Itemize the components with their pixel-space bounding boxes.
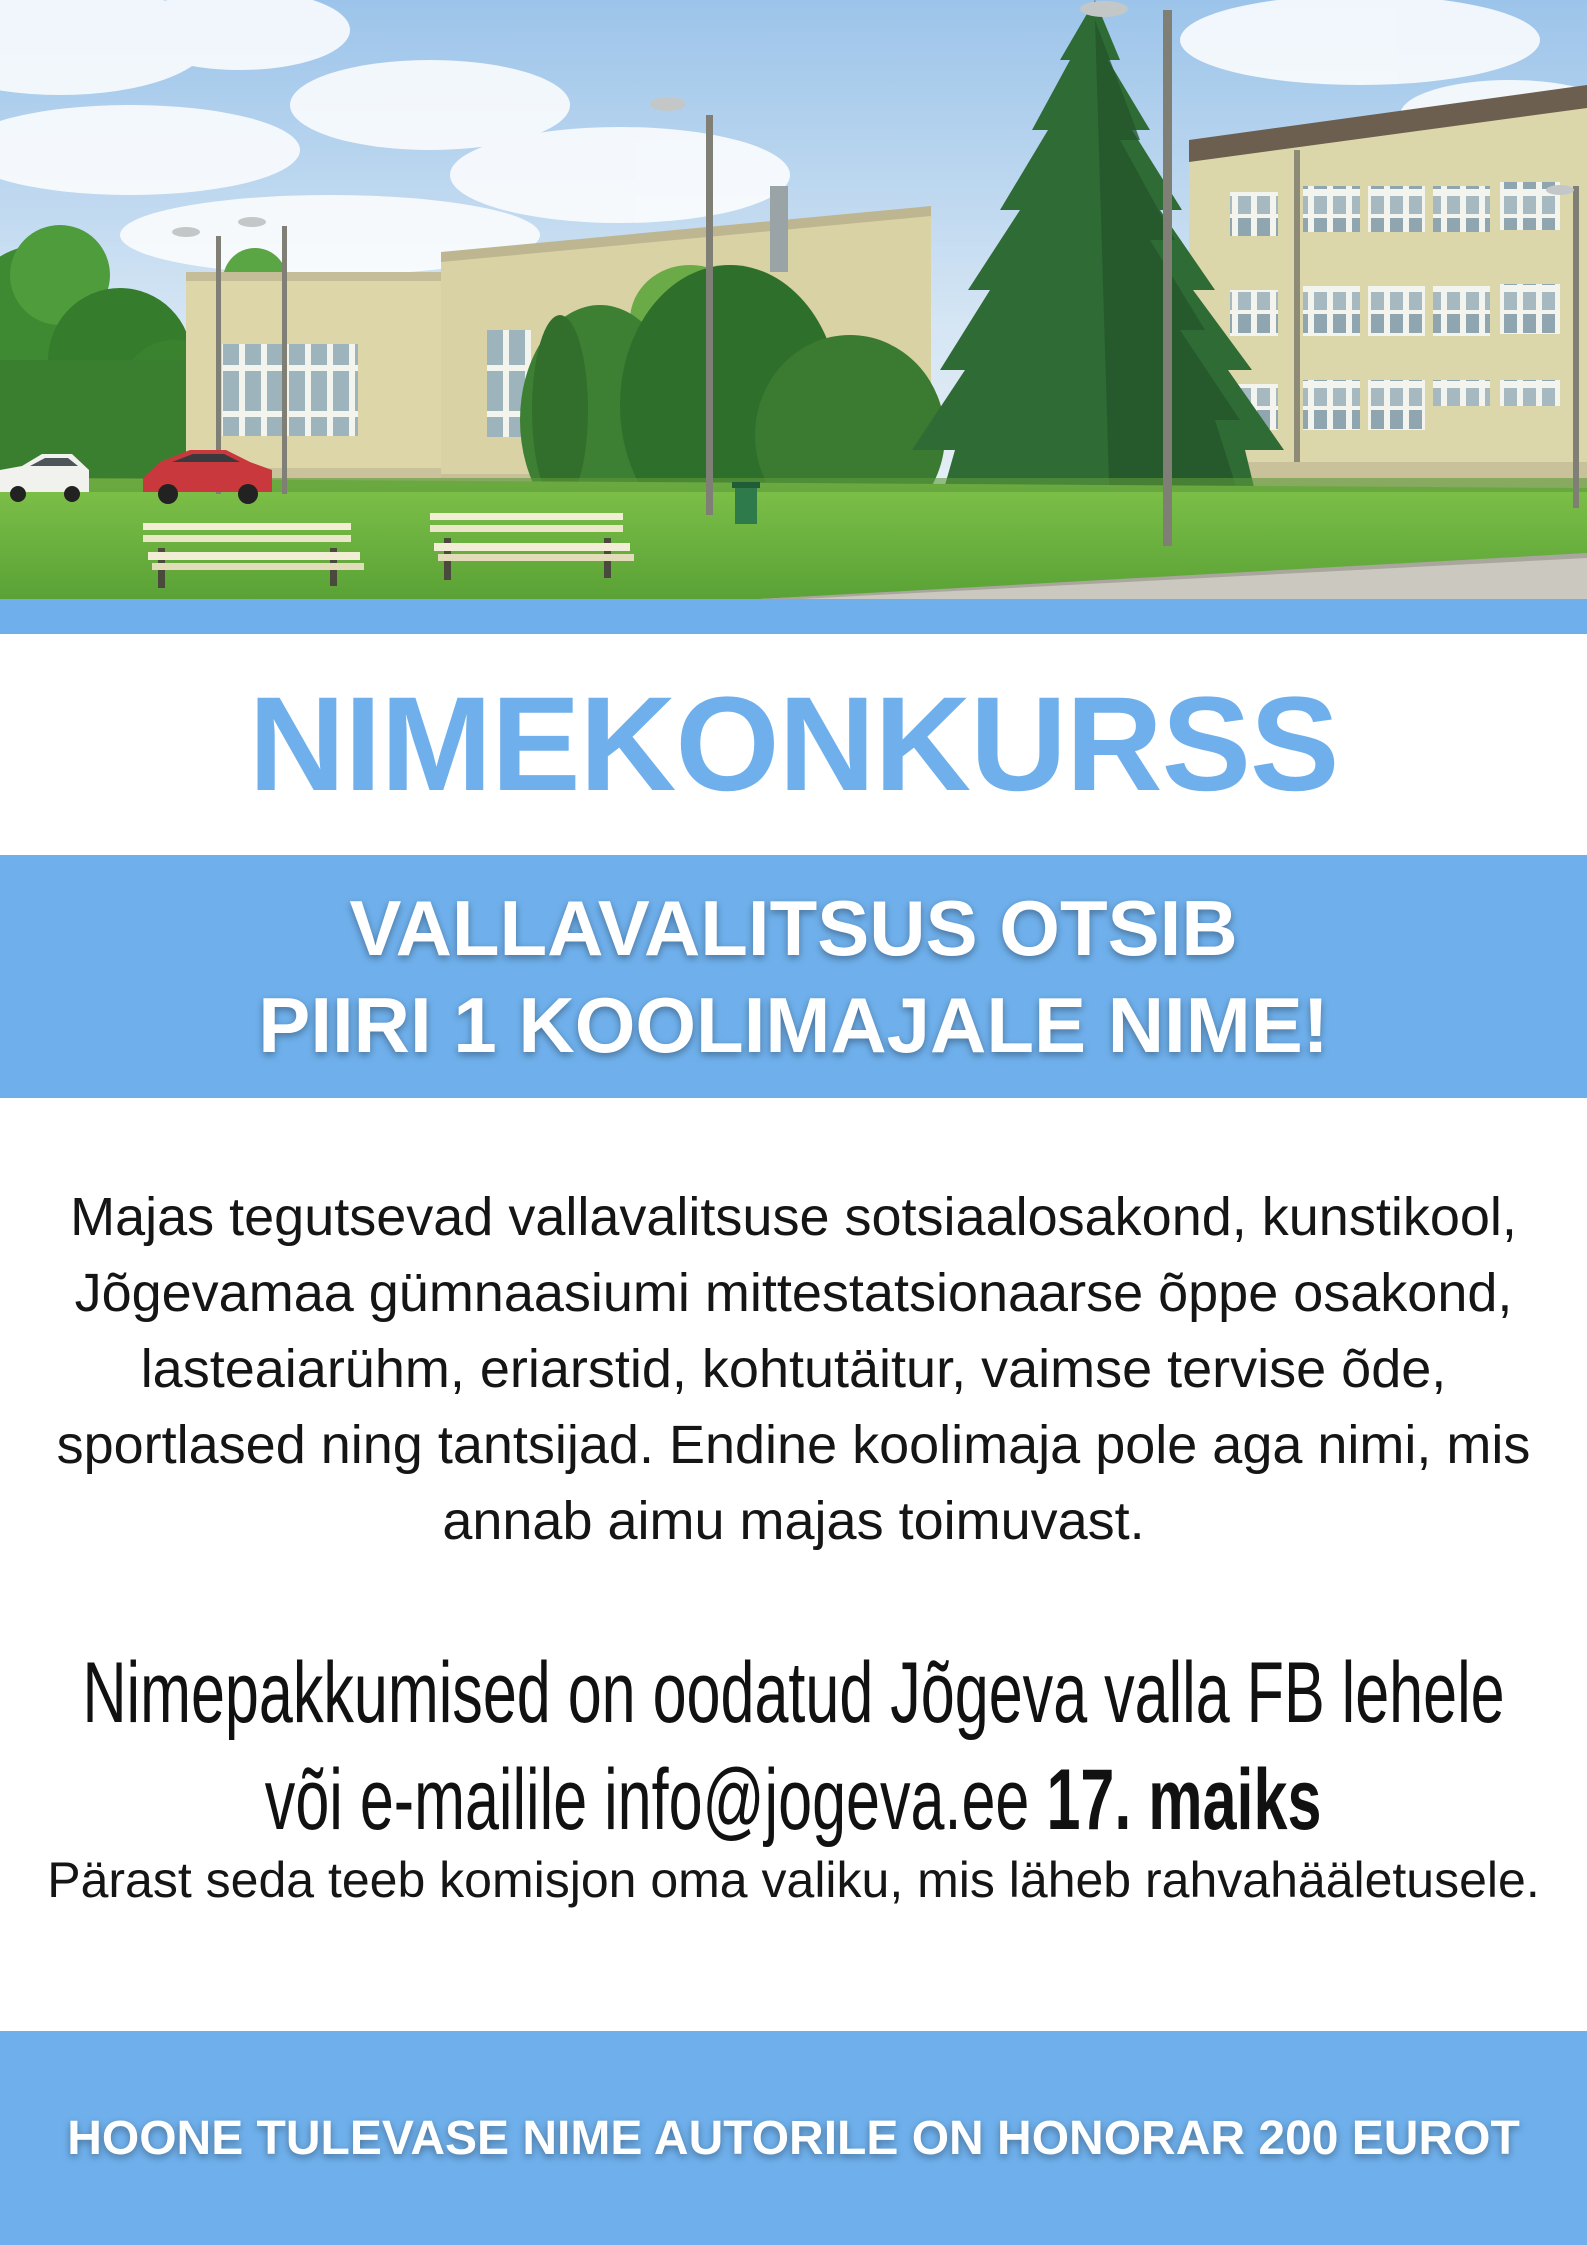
lamp-head (650, 97, 686, 111)
description-paragraph (0, 1179, 1587, 1559)
description-line: Majas tegutsevad vallavalitsuse sotsiaalosakond, kunstikool, (70, 1187, 1517, 1247)
deadline-date: 17. maiks (1046, 1752, 1322, 1848)
window (1230, 192, 1278, 236)
bench-seat (434, 543, 630, 551)
accent-strip (0, 599, 1587, 634)
window (1500, 284, 1560, 334)
call-to-action-line-1 (0, 1643, 1587, 1743)
title-area (0, 634, 1587, 855)
chimney-pipe (770, 186, 788, 272)
description-line: sportlased ning tantsijad. Endine koolimaja pole aga nimi, mis (56, 1415, 1531, 1475)
drainpipe (1294, 150, 1300, 480)
school-building-photo (0, 0, 1587, 599)
lamp-head (238, 217, 266, 227)
subtitle-line-2: PIIRI 1 KOOLIMAJALE NIME! (258, 980, 1329, 1069)
subtitle-line-1: VALLAVALITSUS OTSIB (349, 883, 1238, 972)
lamp-head (1080, 1, 1128, 17)
bench-seat (148, 552, 360, 560)
lamp-pole (706, 115, 713, 515)
description-line: lasteaiarühm, eriarstid, kohtutäitur, vaimse tervise õde, (140, 1339, 1447, 1399)
lamp-pole (1573, 186, 1579, 508)
window (1433, 380, 1490, 406)
lamp-head (172, 227, 200, 237)
bench-board (430, 513, 623, 520)
cloud (450, 127, 790, 223)
car-wheel (64, 486, 80, 502)
description-line: annab aimu majas toimuvast. (442, 1491, 1145, 1551)
call-to-action-contact (265, 1750, 1322, 1850)
bench-board (143, 535, 351, 542)
trash-bin (732, 482, 760, 524)
contact-email-text: või e-mailile info@jogeva.ee (265, 1752, 1030, 1848)
subtitle-banner (0, 855, 1587, 1098)
prize-text: HOONE TULEVASE NIME AUTORILE ON HONORAR 200 EUROT (67, 2111, 1520, 2165)
footer-banner (0, 2031, 1587, 2245)
window (1368, 186, 1425, 232)
window (1368, 380, 1425, 430)
window (1433, 286, 1490, 336)
lamp-pole (1163, 10, 1172, 546)
lamp-head (1546, 185, 1574, 195)
description-line: Jõgevamaa gümnaasiumi mittestatsionaarse õppe osakond, (74, 1263, 1513, 1323)
window (1303, 186, 1360, 232)
bench-board (430, 525, 623, 532)
bench-board (143, 523, 351, 530)
window (1230, 290, 1278, 336)
call-to-action-text: Nimepakkumised on oodatud Jõgeva valla FB lehele (82, 1645, 1505, 1741)
window (1433, 186, 1490, 232)
call-to-action-line-2 (0, 1750, 1587, 1850)
poster-title: NIMEKONKURSS (248, 669, 1339, 819)
window (1368, 286, 1425, 336)
left-building-windows (222, 344, 358, 436)
left-building-roof-edge (186, 272, 441, 281)
car-wheel (238, 484, 258, 504)
trash-bin-lid (732, 482, 760, 488)
window (1303, 286, 1360, 336)
trash-bin-body (735, 486, 757, 524)
car-wheel (158, 484, 178, 504)
bench-seat (152, 563, 364, 570)
conifer (532, 315, 588, 505)
window (1303, 380, 1360, 430)
car-wheel (10, 486, 26, 502)
lamp-pole (282, 226, 287, 494)
school-building-photo-svg (0, 0, 1587, 599)
bench-seat (438, 554, 634, 561)
process-note: Pärast seda teeb komisjon oma valiku, mis läheb rahvahääletusele. (47, 1852, 1540, 1908)
window (1500, 380, 1560, 406)
